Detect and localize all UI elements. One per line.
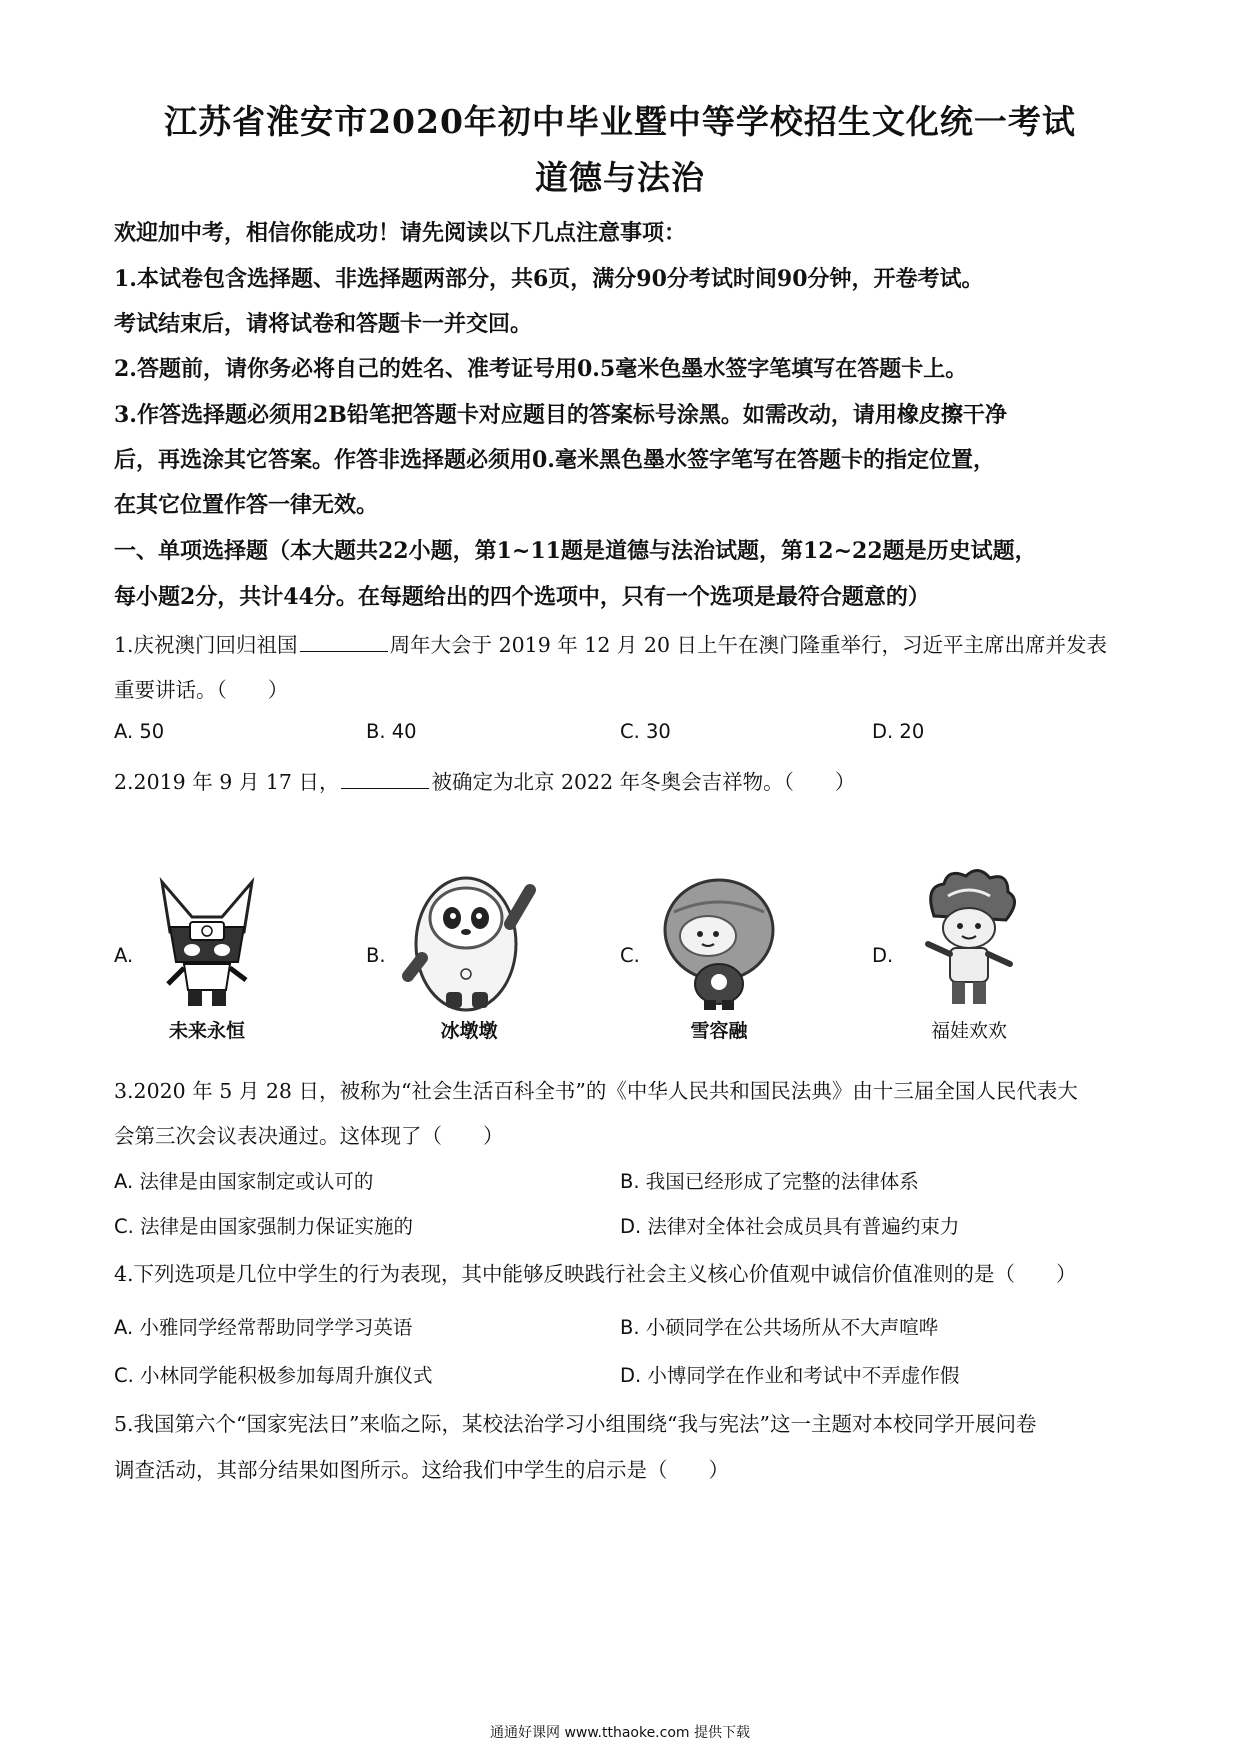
mascot-name-a: 未来永恒 (168, 1020, 245, 1042)
mascot-bing-dwen-dwen-image (398, 866, 538, 1012)
mascot-miraitowa-image (142, 872, 272, 1012)
exam-title: 江苏省淮安市2020年初中毕业暨中等学校招生文化统一考试 (164, 102, 1076, 141)
question-2-stem-b: 被确定为北京 2022 年冬奥会吉祥物。（ ） (431, 770, 856, 794)
section-heading: 一、单项选择题（本大题共22小题，第1~11题是道德与法治试题，第12~22题是历史试题， (114, 538, 1037, 564)
section-heading-cont: 每小题2分，共计44分。在每题给出的四个选项中，只有一个选项是最符合题意的） (114, 584, 930, 610)
notice-item-1-cont: 考试结束后，请将试卷和答题卡一并交回。 (114, 311, 533, 337)
question-1-stem-cont: 重要讲话。（ ） (114, 678, 289, 702)
question-1-option-a: A. 50 (114, 720, 165, 743)
notice-intro: 欢迎加中考，相信你能成功！请先阅读以下几点注意事项： (114, 220, 687, 246)
question-1-option-d: D. 20 (872, 720, 925, 743)
question-5-stem: 5.我国第六个“国家宪法日”来临之际，某校法治学习小组围绕“我与宪法”这一主题对本校同学开展问卷 (114, 1412, 1037, 1436)
question-2-option-d: D. (872, 944, 894, 967)
question-1-stem-a: 1.庆祝澳门回归祖国 (114, 633, 298, 657)
question-1-option-c: C. 30 (620, 720, 671, 743)
question-2-stem-a: 2.2019 年 9 月 17 日， (114, 770, 340, 794)
question-3-option-c: C. 法律是由国家强制力保证实施的 (114, 1215, 414, 1238)
notice-item-2: 2.答题前，请你务必将自己的姓名、准考证号用0.5毫米色墨水签字笔填写在答题卡上。 (114, 356, 968, 382)
footer-download-link[interactable]: 通通好课网 www.tthaoke.com 提供下载 (490, 1725, 750, 1741)
question-4-option-d: D. 小博同学在作业和考试中不弄虚作假 (620, 1364, 960, 1387)
question-4-option-c: C. 小林同学能积极参加每周升旗仪式 (114, 1364, 433, 1387)
notice-item-1: 1.本试卷包含选择题、非选择题两部分，共6页，满分90分考试时间90分钟，开卷考试。 (114, 266, 984, 292)
question-2-option-a: A. (114, 944, 134, 967)
question-2-option-c: C. (620, 944, 640, 967)
question-4-option-b: B. 小硕同学在公共场所从不大声喧哗 (620, 1316, 939, 1339)
notice-item-3: 3.作答选择题必须用2B铅笔把答题卡对应题目的答案标号涂黑。如需改动，请用橡皮擦干净 (114, 402, 1007, 428)
notice-item-3-end: 在其它位置作答一律无效。 (114, 492, 379, 518)
question-3-option-d: D. 法律对全体社会成员具有普遍约束力 (620, 1215, 960, 1238)
question-3-stem-cont: 会第三次会议表决通过。这体现了（ ） (114, 1124, 504, 1148)
question-2-stem (114, 765, 855, 795)
question-2-option-b: B. (366, 944, 386, 967)
question-3-option-a: A. 法律是由国家制定或认可的 (114, 1170, 374, 1193)
answer-blank (300, 633, 388, 652)
mascot-name-b: 冰墩墩 (440, 1020, 498, 1042)
notice-item-3-cont: 后，再选涂其它答案。作答非选择题必须用0.毫米黑色墨水签字笔写在答题卡的指定位置， (114, 447, 995, 473)
question-5-stem-cont: 调查活动，其部分结果如图所示。这给我们中学生的启示是（ ） (114, 1458, 729, 1482)
mascot-name-d: 福娃欢欢 (930, 1020, 1007, 1042)
question-3-option-b: B. 我国已经形成了完整的法律体系 (620, 1170, 919, 1193)
question-4-option-a: A. 小雅同学经常帮助同学学习英语 (114, 1316, 413, 1339)
mascot-name-c: 雪容融 (690, 1020, 748, 1042)
question-1-stem-b: 周年大会于 2019 年 12 月 20 日上午在澳门隆重举行，习近平主席出席并发表 (389, 633, 1108, 657)
answer-blank (341, 770, 429, 789)
question-1-stem (114, 628, 1107, 658)
subject-title: 道德与法治 (535, 158, 705, 197)
question-4-stem: 4.下列选项是几位中学生的行为表现，其中能够反映践行社会主义核心价值观中诚信价值准则的是（ ） (114, 1262, 1077, 1286)
question-3-stem: 3.2020 年 5 月 28 日，被称为“社会生活百科全书”的《中华人民共和国民法典》由十三届全国人民代表大 (114, 1079, 1078, 1103)
mascot-fuwa-huanhuan-image (904, 866, 1034, 1012)
question-1-option-b: B. 40 (366, 720, 417, 743)
mascot-shuey-rhon-rhon-image (654, 872, 784, 1012)
